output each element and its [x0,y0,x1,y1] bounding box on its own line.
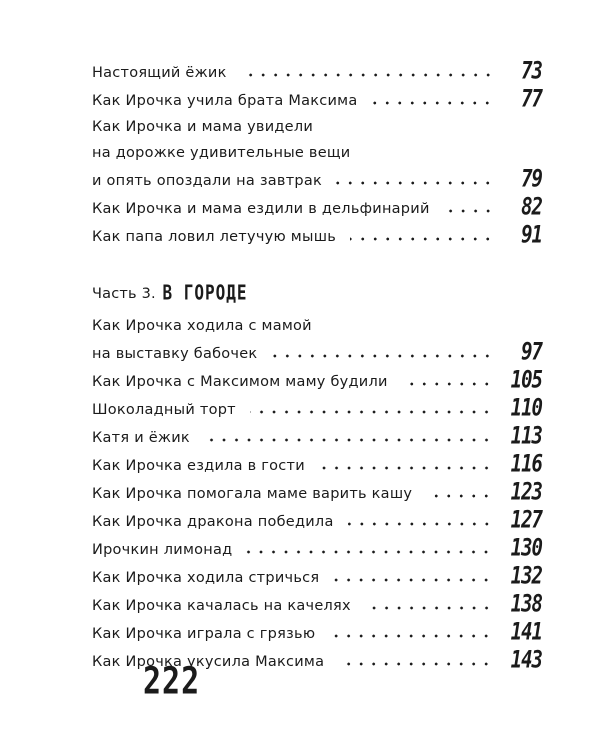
dot-leader [371,101,494,105]
toc-entry-title-line: Как Ирочка ездила в гости [92,458,305,474]
toc-entry-page-number: 123 [510,478,542,506]
toc-entry-row [92,222,542,250]
toc-entry [92,395,542,423]
toc-entry-title-line: Как Ирочка помогала маме варить кашу [92,486,413,502]
toc-entry [92,194,542,222]
toc-entry-title-line: и опять опоздали на завтрак [92,173,323,189]
toc-entry-page-number: 110 [510,394,542,422]
toc-entry-page-number: 132 [510,562,542,590]
toc-entry-row [92,535,542,563]
toc-entry-page-number: 77 [521,85,542,113]
toc-entry-title-line: Как Ирочка ходила с мамой [92,318,312,334]
dot-leader [348,522,493,526]
toc-entry-title-line: Как Ирочка и мама ездили в дельфинарий [92,201,430,217]
dot-leader [426,494,493,498]
dot-leader [241,73,494,77]
toc-entry [92,619,542,647]
toc-entry-row [92,395,542,423]
toc-entry [92,479,542,507]
toc-entry [92,367,542,395]
toc-entry-page-number: 91 [521,221,542,249]
toc-entry-page-number: 143 [510,646,542,674]
toc-entry-page-number: 127 [510,506,542,534]
toc-entry-title-line: Как Ирочка укусила Максима [92,654,325,670]
toc-entry-page-number: 82 [521,193,542,221]
dot-leader [204,438,493,442]
toc-entry-row [92,619,542,647]
toc-entry [92,114,542,194]
toc-entry-title-line: Как Ирочка играла с грязью [92,626,316,642]
dot-leader [250,410,493,414]
toc-entry-title-line: на дорожке удивительные вещи [92,145,351,161]
toc-entry-title-line: Катя и ёжик [92,430,190,446]
toc-entry-row [92,339,542,367]
toc-entry [92,313,542,367]
dot-leader [365,606,493,610]
toc-entry-row [92,166,542,194]
toc-entry-title-line: Настоящий ёжик [92,65,227,81]
page-number: 222 [143,659,201,704]
dot-leader [350,237,494,241]
dot-leader [319,466,493,470]
toc-entry-title-line: Шоколадный торт [92,402,236,418]
toc-entry-title-line: Как Ирочка дракона победила [92,514,334,530]
toc-entry-page-number: 141 [510,618,542,646]
toc-entry-page-number: 105 [510,366,542,394]
toc-entry-row [92,479,542,507]
toc-entry-title-line: Ирочкин лимонад [92,542,233,558]
toc-entry [92,222,542,250]
dot-leader [336,181,494,185]
toc-entry-title-line: на выставку бабочек [92,346,258,362]
toc-list-part-2 [92,58,542,250]
toc-entry-row [92,194,542,222]
toc-entry-row [92,58,542,86]
toc-entry-page-number: 79 [521,165,542,193]
toc-entry-row [92,563,542,591]
toc-entry-title-line: Как Ирочка и мама увидели [92,119,314,135]
dot-leader [329,634,492,638]
toc-entry-row [92,367,542,395]
toc-entry [92,58,542,86]
toc-entry-page-number: 116 [510,450,542,478]
toc-entry-title-line: Как Ирочка учила брата Максима [92,93,358,109]
toc-entry-row [92,451,542,479]
toc-entry [92,535,542,563]
section-heading [92,280,542,307]
toc-entry [92,563,542,591]
toc-entry [92,451,542,479]
toc-entry-page-number: 73 [521,57,542,85]
toc-entry-row [92,507,542,535]
toc-list-part-3 [92,313,542,675]
toc-entry-page-number: 138 [510,590,542,618]
toc-entry-row [92,423,542,451]
dot-leader [333,578,492,582]
toc-entry [92,423,542,451]
toc-entry [92,591,542,619]
dot-leader [271,354,494,358]
toc-entry-page-number: 130 [510,534,542,562]
section-part-label: Часть 3. [92,286,156,302]
toc-entry [92,86,542,114]
toc-entry-row [92,591,542,619]
toc-entry-title-line: Как Ирочка качалась на качелях [92,598,351,614]
dot-leader [338,662,492,666]
toc-entry-page-number: 97 [521,338,542,366]
toc-entry-title-line: Как папа ловил летучую мышь [92,229,337,245]
section-title: В ГОРОДЕ [162,280,248,305]
dot-leader [402,382,493,386]
toc-entry [92,507,542,535]
dot-leader [444,209,494,213]
toc-entry-title-line: Как Ирочка с Максимом маму будили [92,374,388,390]
toc-entry-title-line: Как Ирочка ходила стричься [92,570,320,586]
toc-entry-page-number: 113 [510,422,542,450]
dot-leader [246,550,492,554]
toc-entry-row [92,86,542,114]
table-of-contents [92,58,542,675]
